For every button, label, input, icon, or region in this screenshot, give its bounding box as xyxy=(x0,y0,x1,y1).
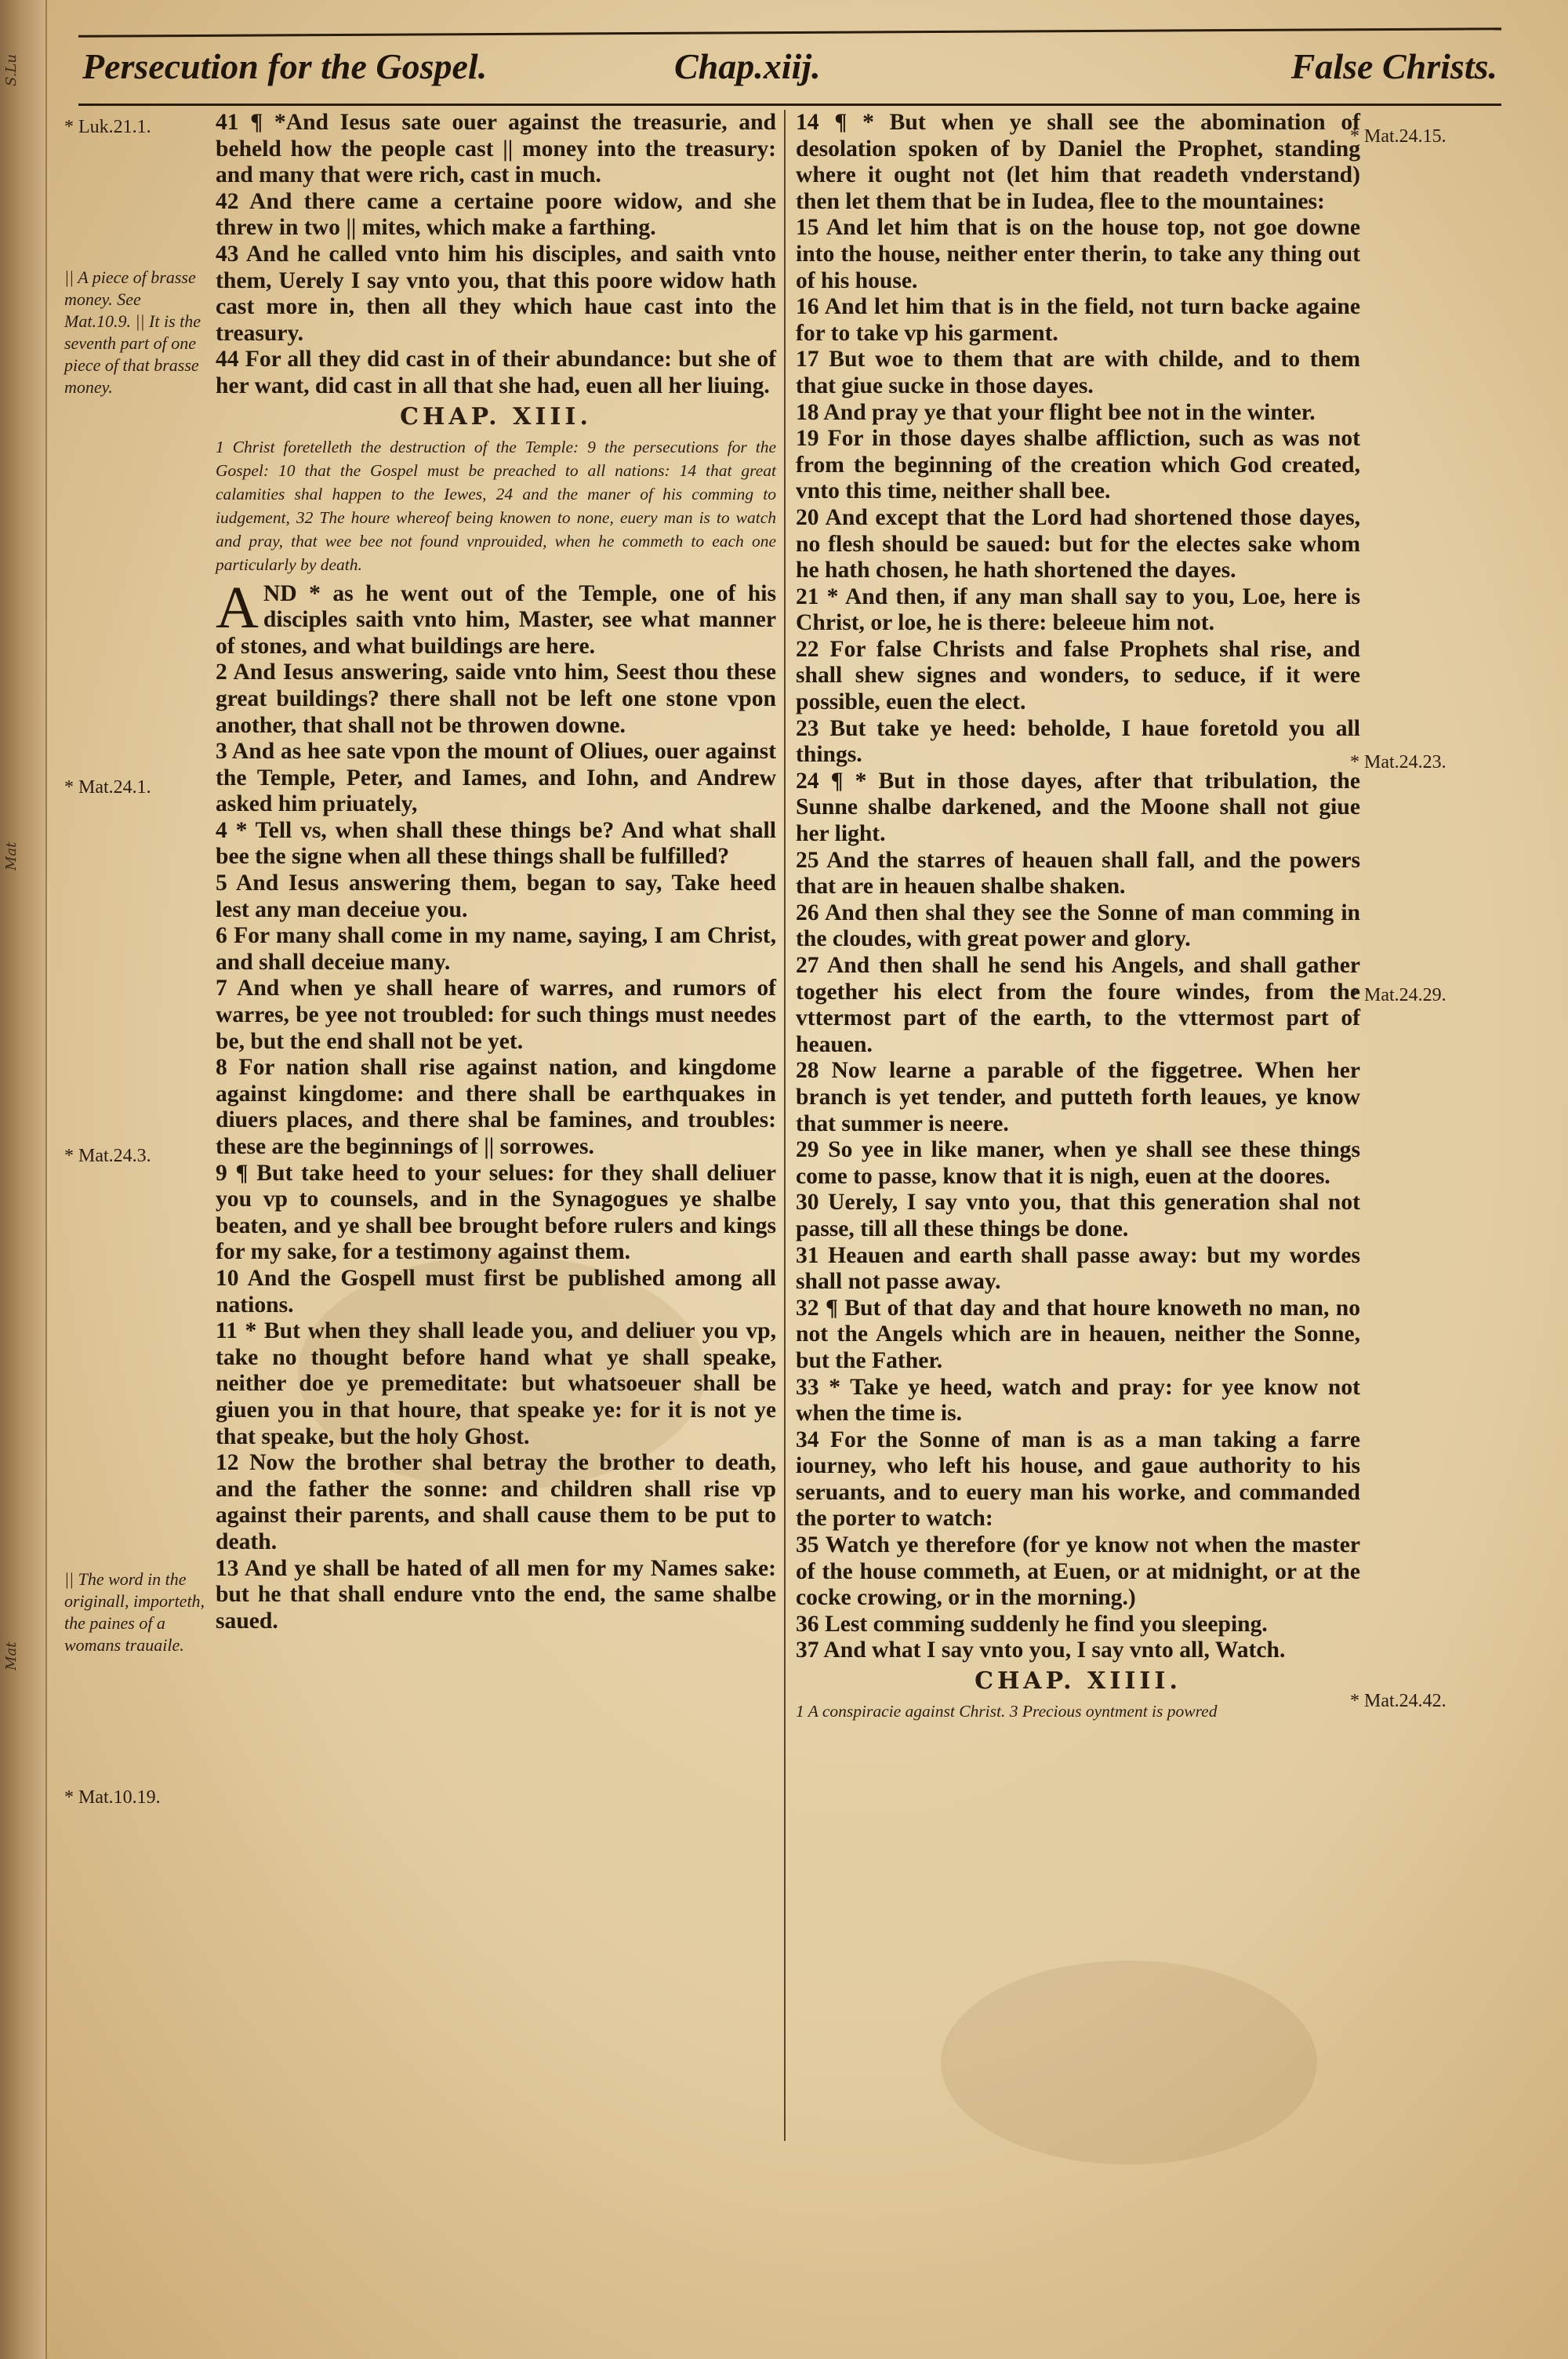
verse: 28 Now learne a parable of the figgetree. When her branch is yet tender, and putteth forth leaues, ye know that summer is neere. xyxy=(796,1058,1360,1136)
verse-first-text: ND * as he went out of the Temple, one of his disciples saith vnto him, Master, see what manner of stones, and what buildings are here. xyxy=(216,580,776,659)
text-column-left xyxy=(216,110,776,1634)
verse: 19 For in those dayes shalbe affliction, such as was not from the beginning of the creation which God created, vnto this time, neither shall bee. xyxy=(796,426,1360,504)
verse: 11 * But when they shall leade you, and deliuer you vp, take no thought before hand what ye shall speake, neither doe ye premeditate: but whatsoeuer shall be giuen you in that houre, that speake ye: for it is not ye that speake, but the holy Ghost. xyxy=(216,1318,776,1449)
verse: 20 And except that the Lord had shortened those dayes, no flesh should be saued: but for the electes sake whom he hath chosen, he hath shortened the dayes. xyxy=(796,504,1360,583)
header-rule-bottom xyxy=(78,104,1501,106)
binding-fragment: Mat xyxy=(3,1641,20,1670)
binding-fragment: S.Lu xyxy=(3,54,20,86)
verse: 14 ¶ * But when ye shall see the abomination of desolation spoken of by Daniel the Prophet, standing where it ought not (let him that readeth vnderstand) then let them that be in Iudea, flee to the mountaines: xyxy=(796,110,1360,214)
margin-note-gloss: || A piece of brasse money. See Mat.10.9. || It is the seventh part of one piece of that brasse money. xyxy=(64,267,201,397)
verse: 6 For many shall come in my name, saying, I am Christ, and shall deceiue many. xyxy=(216,923,776,975)
verse: 24 ¶ * But in those dayes, after that tribulation, the Sunne shalbe darkened, and the Moone shall not giue her light. xyxy=(796,768,1360,847)
verse: 29 So yee in like maner, when ye shall see these things come to passe, know that it is nigh, euen at the doores. xyxy=(796,1137,1360,1189)
margin-note-reference: * Mat.24.29. xyxy=(1350,985,1446,1005)
verse: 36 Lest comming suddenly he find you sleeping. xyxy=(796,1611,1268,1637)
drop-capital: A xyxy=(216,574,259,641)
margin-note-reference: * Mat.24.42. xyxy=(1350,1691,1446,1711)
verse: 5 And Iesus answering them, began to say, Take heed lest any man deceiue you. xyxy=(216,871,776,922)
verse: 42 And there came a certaine poore widow, and she threw in two || mites, which make a farthing. xyxy=(216,188,776,241)
verse: 2 And Iesus answering, saide vnto him, Seest thou these great buildings? there shall not be left one stone vpon another, that shall not be throwen downe. xyxy=(216,660,776,738)
running-head-chapter: Chap.xiij. xyxy=(674,46,821,86)
verse: 43 And he called vnto him his disciples, and saith vnto them, Uerely I say vnto you, that this poore widow hath cast more in, then all they which haue cast into the treasury. xyxy=(216,241,776,346)
running-header xyxy=(78,31,1501,106)
verse: 37 And what I say vnto you, I say vnto all, Watch. xyxy=(796,1637,1286,1663)
verse: 18 And pray ye that your flight bee not in the winter. xyxy=(796,399,1316,425)
verse: 35 Watch ye therefore (for ye know not when the master of the house commeth, at Euen, or at midnight, or at the cocke crowing, or in the morning.) xyxy=(796,1532,1360,1611)
margin-note-reference: * Mat.10.19. xyxy=(64,1787,161,1808)
verse: 16 And let him that is in the field, not turn backe againe for to take vp his garment. xyxy=(796,294,1360,346)
verse: 15 And let him that is on the house top, not goe downe into the house, neither enter therin, to take any thing out of his house. xyxy=(796,215,1360,293)
header-rule-top xyxy=(78,27,1501,38)
margin-note-reference: * Mat.24.3. xyxy=(64,1146,151,1166)
verse: 33 * Take ye heed, watch and pray: for yee know not when the time is. xyxy=(796,1374,1360,1427)
text-column-right xyxy=(796,110,1360,1728)
margin-note-reference: * Mat.24.1. xyxy=(64,777,151,798)
verse: 22 For false Christs and false Prophets shal rise, and shall shew signes and wonders, to seduce, if it were possible, euen the elect. xyxy=(796,636,1360,715)
verse: 4 * Tell vs, when shall these things be? And what shall bee the signe when all these things shall be fulfilled? xyxy=(216,817,776,870)
verse: 8 For nation shall rise against nation, and kingdome against kingdome: and there shall be earthquakes in diuers places, and there shal be famines, and troubles: these are the beginnings of || sorrowes. xyxy=(216,1055,776,1159)
running-head-left: Persecution for the Gospel. xyxy=(82,46,488,86)
verse: 3 And as hee sate vpon the mount of Oliues, ouer against the Temple, Peter, and Iames, and Iohn, and Andrew asked him priuately, xyxy=(216,739,776,817)
verse: 31 Heauen and earth shall passe away: but my wordes shall not passe away. xyxy=(796,1242,1360,1295)
margin-note-reference: * Mat.24.23. xyxy=(1350,752,1446,772)
chapter-summary: 1 Christ foretelleth the destruction of the Temple: 9 the persecutions for the Gospel: 10 that the Gospel must be preached to all nations: 14 that great calamities shal happen to the Iewes, 24 and the maner of his comming to iudgement, 32 The houre whereof being knowen to none, euery man is to watch and pray, that wee bee not found vnprouided, when he commeth to each one particularly by death. xyxy=(216,437,776,574)
running-head-right: False Christs. xyxy=(1290,46,1497,86)
verse: 27 And then shall he send his Angels, and shall gather together his elect from the foure windes, from the vttermost part of the earth, to the vttermost part of heauen. xyxy=(796,953,1360,1057)
verse: 23 But take ye heed: beholde, I haue foretold you all things. xyxy=(796,715,1360,768)
binding-gutter xyxy=(0,0,47,2359)
verse: 41 ¶ *And Iesus sate ouer against the treasurie, and beheld how the people cast || money into the treasury: and many that were rich, cast in much. xyxy=(216,110,776,188)
next-chapter-heading: CHAP. XIIII. xyxy=(975,1667,1181,1696)
verse: 12 Now the brother shal betray the brother to death, and the father the sonne: and children shall rise vp against their parents, and shall cause them to be put to death. xyxy=(216,1450,776,1554)
margin-note-reference: * Mat.24.15. xyxy=(1350,126,1446,147)
column-rule xyxy=(784,110,786,2141)
verse: 7 And when ye shall heare of warres, and rumors of warres, be yee not troubled: for such things must needes be, but the end shall not be yet. xyxy=(216,976,776,1054)
verse: 17 But woe to them that are with childe, and to them that giue sucke in those dayes. xyxy=(796,347,1360,398)
binding-fragment: Mat xyxy=(3,841,20,871)
verse: 9 ¶ But take heed to your selues: for they shall deliuer you vp to counsels, and in the Synagogues ye shalbe beaten, and ye shall bee brought before rulers and kings for my sake, for a testimony against them. xyxy=(216,1160,776,1265)
verse: 10 And the Gospell must first be published among all nations. xyxy=(216,1265,776,1318)
verse: 13 And ye shall be hated of all men for my Names sake: but he that shall endure vnto the end, the same shalbe saued. xyxy=(216,1555,776,1634)
chapter-heading: CHAP. XIII. xyxy=(400,402,592,431)
verse: 32 ¶ But of that day and that houre knoweth no man, no not the Angels which are in heauen, neither the Sonne, but the Father. xyxy=(796,1295,1360,1373)
verse: 25 And the starres of heauen shall fall, and the powers that are in heauen shalbe shaken. xyxy=(796,847,1360,900)
verse: 21 * And then, if any man shall say to you, Loe, here is Christ, or loe, he is there: beleeue him not. xyxy=(796,583,1360,636)
verse-first xyxy=(216,574,776,660)
next-chapter-summary: 1 A conspiracie against Christ. 3 Precious oyntment is powred xyxy=(796,1702,1218,1721)
paper-stain xyxy=(941,1961,1317,2165)
margin-note-reference: * Luk.21.1. xyxy=(64,117,151,137)
verse: 44 For all they did cast in of their abundance: but she of her want, did cast in all that she had, euen all her liuing. xyxy=(216,347,776,398)
margin-note-gloss: || The word in the originall, importeth, the paines of a womans trauaile. xyxy=(64,1569,205,1655)
verse: 34 For the Sonne of man is as a man taking a farre iourney, who left his house, and gaue authority to his seruants, and to euery man his worke, and commanded the porter to watch: xyxy=(796,1427,1360,1532)
verse: 30 Uerely, I say vnto you, that this generation shal not passe, till all these things be done. xyxy=(796,1190,1360,1241)
verse: 26 And then shal they see the Sonne of man comming in the cloudes, with great power and glory. xyxy=(796,900,1360,952)
